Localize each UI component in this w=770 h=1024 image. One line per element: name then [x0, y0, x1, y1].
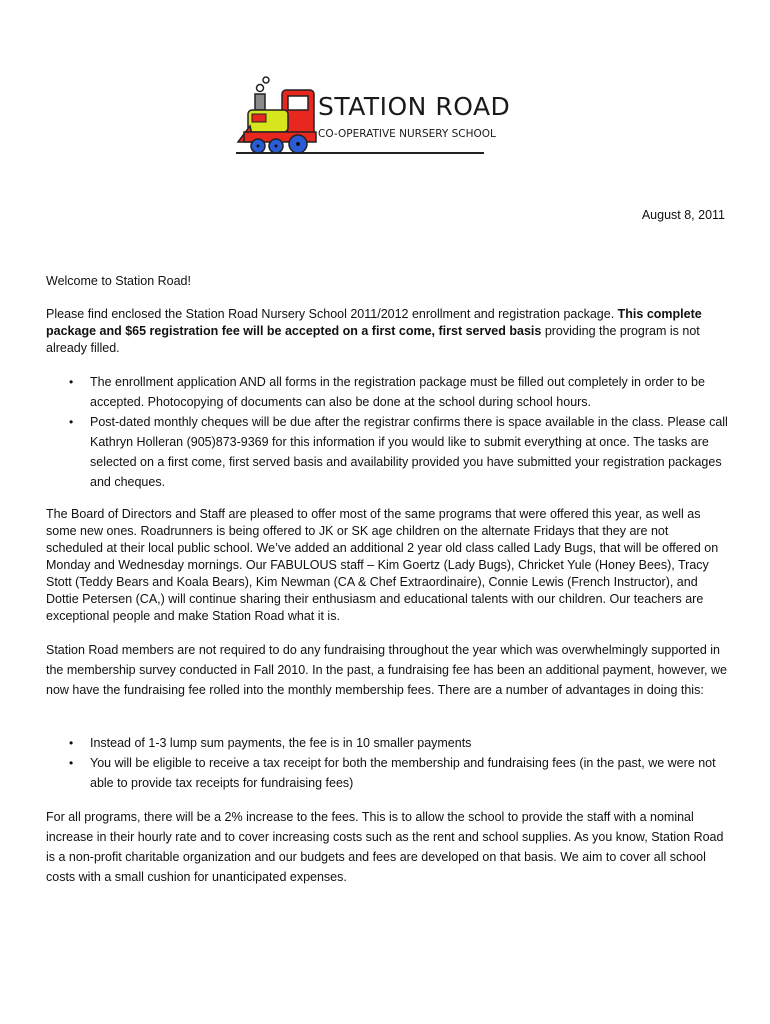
- bullet-icon: •: [69, 756, 74, 770]
- train-icon: [236, 76, 326, 158]
- fundraising-paragraph: Station Road members are not required to do any fundraising throughout the year which was overwhelmingly supported in the membership survey conducted in Fall 2010. In the past, a fundraising fee has been an additional payment, however, we now have the fundraising fee rolled into the monthly membership fees. There are a number of advantages in doing this:: [46, 643, 727, 697]
- list-item-text: The enrollment application AND all forms in the registration package must be filled out completely in order to be accepted. Photocopying of documents can also be done at the school during school hours.: [90, 375, 705, 409]
- fees-paragraph: For all programs, there will be a 2% increase to the fees. This is to allow the school to provide the staff with a nominal increase in their hourly rate and to cover increasing costs such as the rent and school supplies. As you know, Station Road is a non-profit charitable organization and our budgets and fees are developed on that basis. We aim to cover all school costs with a small cushion for unanticipated expenses.: [46, 810, 724, 884]
- list-item: [46, 753, 728, 793]
- board-paragraph: The Board of Directors and Staff are pleased to offer most of the same programs that were offered this year, as well as some new ones. Roadrunners is being offered to JK or SK age children on the alternate Fridays that they are not scheduled at their local public school. We’ve added an additional 2 year old class called Lady Bugs, that will be offered on Monday and Wednesday mornings. Our FABULOUS staff – Kim Goertz (Lady Bugs), Chricket Yule (Honey Bees), Tracy Stott (Teddy Bears and Koala Bears), Kim Newman (CA & Chef Extraordinaire), Connie Lewis (French Instructor), and Dottie Petersen (CA,) will continue sharing their enthusiasm and educational talents with our children. Our teachers are exceptional people and make Station Road what it is.: [46, 507, 719, 623]
- letter-date: August 8, 2011: [641, 208, 725, 222]
- bullet-icon: •: [69, 375, 74, 389]
- logo-subtitle: CO-OPERATIVE NURSERY SCHOOL: [318, 128, 496, 140]
- list-item-text: You will be eligible to receive a tax receipt for both the membership and fundraising fees (in the past, we were not able to provide tax receipts for fundraising fees): [90, 756, 716, 790]
- bullet-icon: •: [69, 415, 74, 429]
- logo-underline: [236, 152, 484, 154]
- list-item: [46, 733, 728, 753]
- list-item: [46, 412, 728, 492]
- intro-bold-text: This complete package and $65 registration fee will be accepted on a first come, first served basis: [46, 307, 702, 338]
- advantages-list: [46, 733, 728, 793]
- logo-name: STATION ROAD: [318, 92, 511, 121]
- intro-paragraph: [46, 306, 728, 357]
- requirements-list: [46, 372, 728, 492]
- list-item: [46, 372, 728, 412]
- list-item-text: Instead of 1-3 lump sum payments, the fee is in 10 smaller payments: [90, 736, 472, 750]
- intro-text-start: Please find enclosed the Station Road Nursery School 2011/2012 enrollment and registration package.: [46, 307, 618, 321]
- bullet-icon: •: [69, 736, 74, 750]
- intro-text-end: providing the program is not already filled.: [46, 324, 700, 355]
- list-item-text: Post-dated monthly cheques will be due after the registrar confirms there is space available in the class. Please call Kathryn Holleran (905)873-9369 for this information if you would like to submit everything at once. The tasks are selected on a first come, first served basis and availability provided you have submitted your registration packages and cheques.: [90, 415, 728, 489]
- greeting: Welcome to Station Road!: [46, 274, 191, 288]
